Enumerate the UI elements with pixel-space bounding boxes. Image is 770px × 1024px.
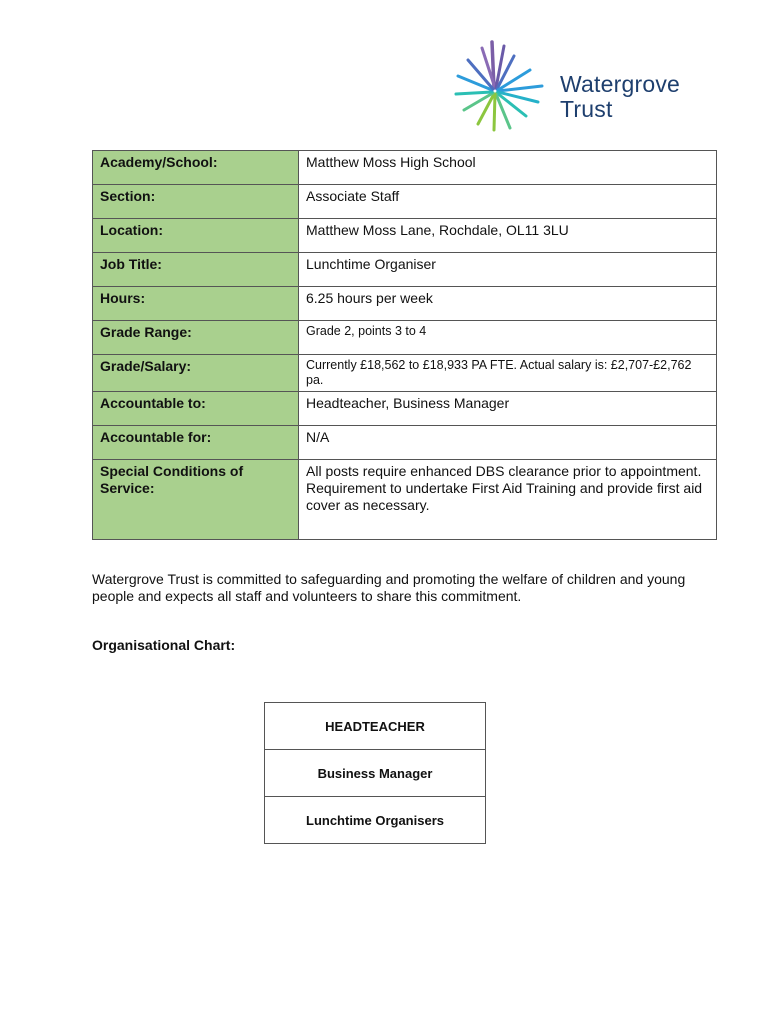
row-value: Currently £18,562 to £18,933 PA FTE. Actual salary is: £2,707-£2,762 pa. [299,355,717,392]
row-value: Grade 2, points 3 to 4 [299,321,717,355]
row-label: Grade/Salary: [93,355,299,392]
table-row [93,185,717,219]
table-row [93,426,717,460]
row-label: Job Title: [93,253,299,287]
condition-line: All posts require enhanced DBS clearance prior to appointment. [306,463,702,479]
org-box-business-manager: Business Manager [265,749,485,796]
job-details-table [92,150,717,540]
row-value: Matthew Moss Lane, Rochdale, OL11 3LU [299,219,717,253]
table-row [93,460,717,540]
row-label: Accountable to: [93,392,299,426]
starburst-logo-icon [452,36,552,132]
org-chart [264,702,486,844]
row-value [299,460,717,540]
row-label: Section: [93,185,299,219]
row-value: 6.25 hours per week [299,287,717,321]
row-label: Hours: [93,287,299,321]
watergrove-logo [452,36,702,132]
table-row [93,392,717,426]
row-label: Academy/School: [93,151,299,185]
table-row [93,151,717,185]
table-row [93,219,717,253]
row-label: Location: [93,219,299,253]
org-box-headteacher: HEADTEACHER [325,718,425,734]
org-chart-heading: Organisational Chart: [92,637,236,653]
safeguarding-statement: Watergrove Trust is committed to safeguarding and promoting the welfare of children and young people and expects all staff and volunteers to share this commitment. [92,571,686,604]
logo-text-line1: Watergrove [560,71,681,97]
row-label: Special Conditions of Service: [93,460,299,540]
row-label: Accountable for: [93,426,299,460]
row-value: Matthew Moss High School [299,151,717,185]
row-value: Lunchtime Organiser [299,253,717,287]
table-row [93,355,717,392]
table-row [93,321,717,355]
logo-wordmark [560,72,680,122]
table-row [93,287,717,321]
row-value: Associate Staff [299,185,717,219]
row-label: Grade Range: [93,321,299,355]
row-value: N/A [299,426,717,460]
org-box-lunchtime-organisers: Lunchtime Organisers [265,796,485,843]
table-row [93,253,717,287]
logo-text-line2: Trust [560,96,613,122]
row-value: Headteacher, Business Manager [299,392,717,426]
condition-line: Requirement to undertake First Aid Training and provide first aid cover as necessary. [306,480,703,513]
